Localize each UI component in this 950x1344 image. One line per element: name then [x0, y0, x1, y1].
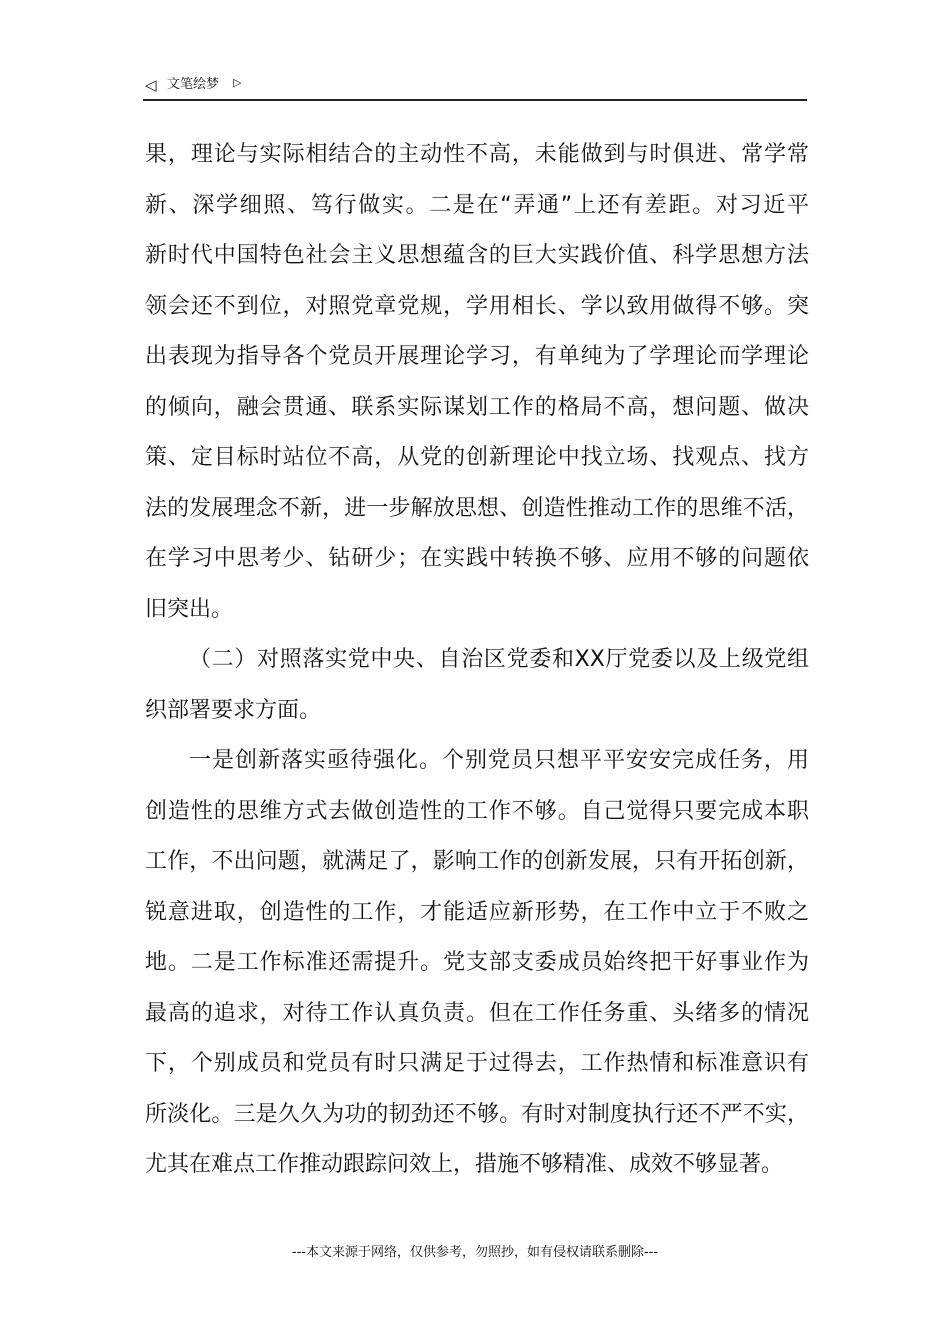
body-line: 新时代中国特色社会主义思想蕴含的巨大实践价值、科学思想方法 [145, 243, 809, 268]
page-footer: ---本文来源于网络，仅供参考，勿照抄，如有侵权请联系删除--- [291, 1245, 659, 1260]
body-line: 最高的追求，对待工作认真负责。但在工作任务重、头绪多的情况 [145, 1000, 809, 1026]
body-line: 所淡化。三是久久为功的韧劲还不够。有时对制度执行还不严不实， [145, 1101, 809, 1127]
body-line: 锐意进取，创造性的工作，才能适应新形势，在工作中立于不败之 [145, 899, 809, 925]
body-line: 策、定目标时站位不高，从党的创新理论中找立场、找观点、找方 [145, 445, 809, 470]
body-line: 下，个别成员和党员有时只满足于过得去，工作热情和标准意识有 [145, 1051, 809, 1076]
triangle-right-icon: ▷ [233, 76, 242, 89]
body-line: 法的发展理念不新，进一步解放思想、创造性推动工作的思维不活， [145, 495, 809, 521]
body-line: 果，理论与实际相结合的主动性不高，未能做到与时俱进、常学常 [145, 142, 809, 167]
page-header [143, 72, 807, 101]
header-brand: 文笔绘梦 [167, 77, 220, 92]
body-line: 尤其在难点工作推动跟踪问效上，措施不够精准、成效不够显著。 [145, 1152, 784, 1177]
section-heading-line: 织部署要求方面。 [145, 697, 322, 723]
section-heading-line: （二）对照落实党中央、自治区党委和XX厅党委以及上级党组 [189, 647, 809, 672]
body-line: 工作，不出问题，就满足了，影响工作的创新发展，只有开拓创新， [145, 849, 809, 874]
body-line: 地。二是工作标准还需提升。党支部支委成员始终把干好事业作为 [145, 950, 809, 975]
body-line: 新、深学细照、笃行做实。二是在“弄通”上还有差距。对习近平 [145, 192, 809, 218]
document-body [145, 130, 809, 1191]
body-line: 的倾向，融会贯通、联系实际谋划工作的格局不高，想问题、做决 [145, 394, 809, 420]
body-line: 创造性的思维方式去做创造性的工作不够。自己觉得只要完成本职 [145, 798, 809, 824]
triangle-left-icon: ◁ [145, 76, 157, 94]
body-line: 一是创新落实亟待强化。个别党员只想平平安安完成任务，用 [189, 748, 809, 773]
body-line: 领会还不到位，对照党章党规，学用相长、学以致用做得不够。突 [145, 293, 809, 319]
body-line: 在学习中思考少、钻研少；在实践中转换不够、应用不够的问题依 [145, 546, 809, 571]
body-line: 旧突出。 [145, 596, 234, 622]
body-line: 出表现为指导各个党员开展理论学习，有单纯为了学理论而学理论 [145, 344, 809, 369]
